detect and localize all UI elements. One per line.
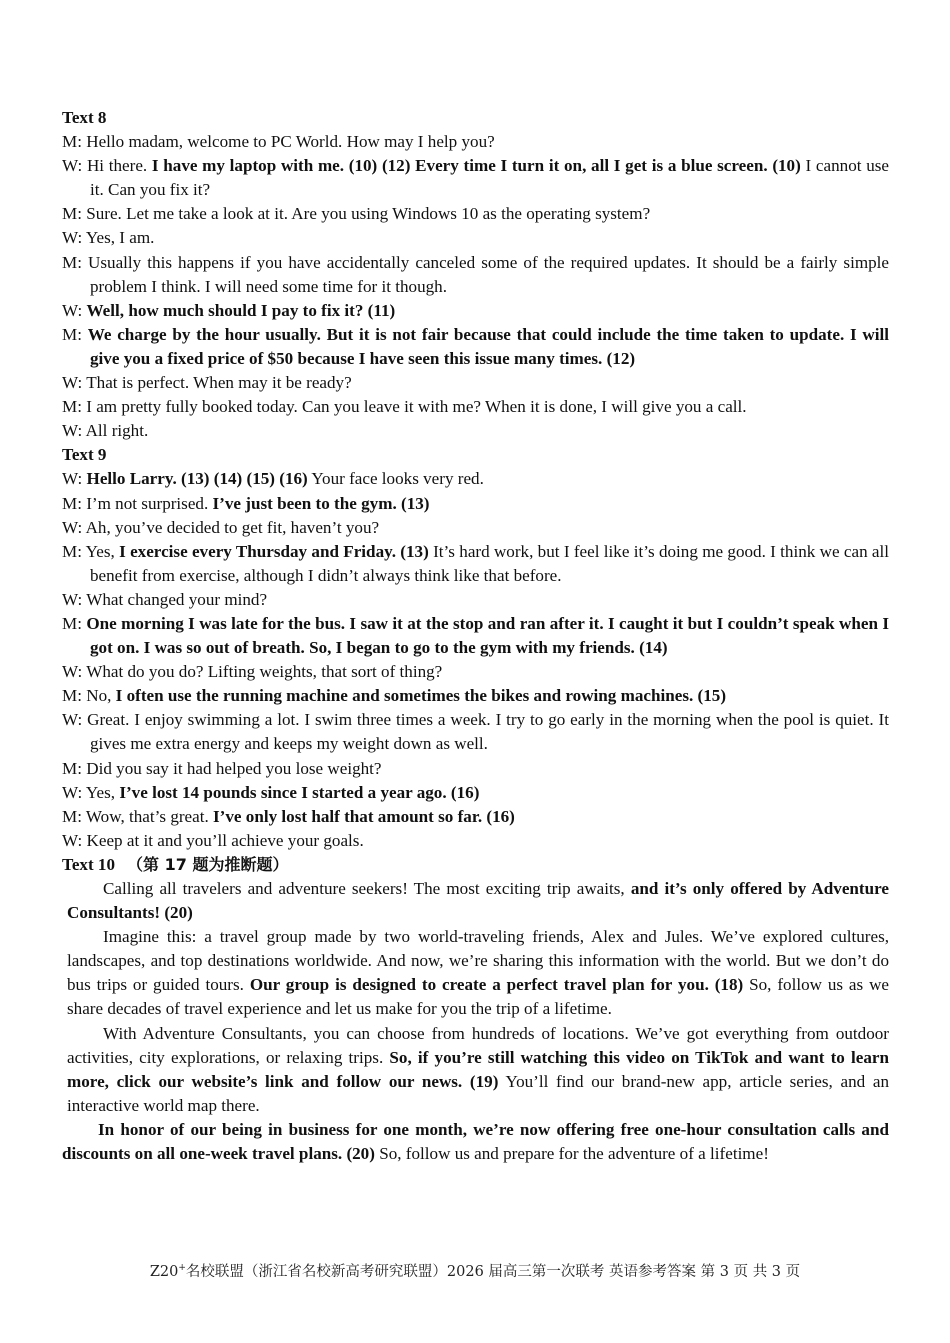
- dialogue-line: [62, 540, 889, 588]
- speaker-label: M:: [62, 541, 82, 561]
- speaker-label: M:: [62, 252, 82, 272]
- transcript-text: It’s hard work, but I feel like it’s doing me good. I think we can all benefit from exercise, although I didn’t always think like that before.: [90, 541, 890, 585]
- dialogue-line: [62, 660, 889, 684]
- answer-highlight: I exercise every Thursday and Friday. (13): [119, 541, 429, 561]
- answer-highlight: Our group is designed to create a perfect travel plan for you. (18): [249, 975, 744, 995]
- answer-highlight: I’ve lost 14 pounds since I started a year ago. (16): [119, 782, 480, 802]
- transcript-text: Yes,: [82, 782, 120, 802]
- answer-highlight: We charge by the hour usually. But it is not fair because that could include the time taken to update. I will give you a fixed price of $50 because I have seen this issue many times. (12): [87, 324, 889, 368]
- text10-monologue: [62, 877, 889, 1166]
- text8-dialogue: [62, 130, 889, 443]
- transcript-text: With Adventure Consultants, you can choose from hundreds of locations. We’ve got everything from outdoor activities, city explorations, or relaxing trips.: [67, 1023, 889, 1067]
- transcript-text: What do you do? Lifting weights, that sort of thing?: [82, 662, 443, 682]
- text8-heading: Text 8: [62, 108, 107, 127]
- text10-paragraph: [62, 1118, 889, 1166]
- transcript-text: Did you say it had helped you lose weight?: [81, 758, 382, 778]
- transcript-text: Ah, you’ve decided to get fit, haven’t you?: [82, 517, 380, 537]
- answer-highlight: I’ve only lost half that amount so far. (16): [213, 806, 515, 826]
- text10-paragraph: [62, 877, 889, 925]
- dialogue-line: [62, 251, 889, 299]
- transcript-text: Keep at it and you’ll achieve your goals.: [82, 830, 364, 850]
- transcript-text: I’m not surprised.: [81, 493, 213, 513]
- speaker-label: W:: [62, 300, 83, 320]
- speaker-label: W:: [62, 710, 83, 730]
- speaker-label: W:: [62, 662, 83, 682]
- answer-highlight: Well, how much should I pay to fix it? (11): [86, 300, 396, 320]
- speaker-label: W:: [62, 228, 83, 248]
- text9-dialogue: [62, 467, 889, 853]
- speaker-label: W:: [62, 421, 83, 441]
- speaker-label: W:: [62, 469, 83, 489]
- dialogue-line: [62, 467, 889, 491]
- speaker-label: M:: [62, 758, 82, 778]
- dialogue-line: [62, 588, 889, 612]
- speaker-label: M:: [62, 686, 82, 706]
- transcript-text: That is perfect. When may it be ready?: [82, 373, 352, 393]
- dialogue-line: [62, 323, 889, 371]
- speaker-label: M:: [62, 397, 82, 417]
- transcript-text: So, follow us as we share decades of travel experience and let us make for you the trip of a lifetime.: [67, 975, 889, 1019]
- transcript-text: Your face looks very red.: [307, 469, 484, 489]
- footer-prefix: Z20: [149, 1264, 179, 1280]
- dialogue-line: [62, 805, 889, 829]
- dialogue-line: [62, 202, 889, 226]
- text10-paragraph: [62, 1022, 889, 1118]
- speaker-label: W:: [62, 830, 83, 850]
- answer-highlight: and it’s only offered by Adventure Consultants! (20): [67, 879, 889, 923]
- speaker-label: W:: [62, 589, 83, 609]
- speaker-label: W:: [62, 373, 83, 393]
- transcript-text: All right.: [82, 421, 149, 441]
- page-footer: [0, 1260, 950, 1281]
- transcript-text: Imagine this: a travel group made by two world-traveling friends, Alex and Jules. We’ve explored cultures, landscapes, and top destinations worldwide. And now, we’re sharing this information with the world. But we don’t do bus trips or guided tours.: [67, 927, 889, 995]
- answer-highlight: One morning I was late for the bus. I saw it at the stop and ran after it. I caught it but I couldn’t speak when I got on. I was so out of breath. So, I began to go to the gym with my friends. (14): [86, 613, 889, 658]
- dialogue-line: [62, 130, 889, 154]
- transcript-text: Great. I enjoy swimming a lot. I swim three times a week. I try to go early in the morning when the pool is quiet. It gives me extra energy and keeps my weight down as well.: [82, 710, 889, 754]
- footer-text: 名校联盟（浙江省名校新高考研究联盟）2026 届高三第一次联考 英语参考答案 第 3 页 共 3 页: [185, 1264, 801, 1280]
- speaker-label: M:: [62, 132, 82, 152]
- dialogue-line: [62, 516, 889, 540]
- dialogue-line: [62, 299, 889, 323]
- speaker-label: W:: [62, 782, 83, 802]
- answer-highlight: I have my laptop with me. (10) (12) Every time I turn it on, all I get is a blue screen. (10): [151, 156, 801, 176]
- dialogue-line: [62, 684, 889, 708]
- speaker-label: W:: [62, 156, 83, 176]
- speaker-label: M:: [62, 613, 82, 633]
- dialogue-line: [62, 419, 889, 443]
- transcript-text: Usually this happens if you have accidentally canceled some of the required updates. It should be a fairly simple problem I think. I will need some time for it though.: [81, 252, 889, 296]
- answer-highlight: I often use the running machine and sometimes the bikes and rowing machines. (15): [115, 686, 727, 706]
- transcript-text: Wow, that’s great.: [81, 806, 214, 826]
- dialogue-line: [62, 708, 889, 756]
- text9-heading: Text 9: [62, 445, 107, 465]
- text10-title: Text 10: [62, 854, 116, 874]
- transcript-text: Hi there.: [82, 156, 152, 176]
- speaker-label: W:: [62, 517, 83, 537]
- text10-heading: [62, 853, 889, 877]
- dialogue-line: [62, 757, 889, 781]
- dialogue-line: [62, 612, 889, 660]
- transcript-content: [62, 106, 889, 1166]
- transcript-text: Calling all travelers and adventure seekers! The most exciting trip awaits,: [103, 879, 631, 898]
- transcript-text: Hello madam, welcome to PC World. How may I help you?: [81, 132, 495, 152]
- answer-highlight: So, if you’re still watching this video on TikTok and want to learn more, click our website’s link and follow our news. (19): [67, 1047, 889, 1091]
- footer-sup: +: [178, 1263, 186, 1274]
- transcript-text: I am pretty fully booked today. Can you leave it with me? When it is done, I will give you a call.: [81, 397, 747, 417]
- transcript-text: No,: [81, 686, 116, 706]
- text10-note: （第 17 题为推断题）: [127, 854, 289, 874]
- transcript-text: Yes, I am.: [82, 228, 155, 248]
- speaker-label: M:: [62, 324, 82, 344]
- dialogue-line: [62, 781, 889, 805]
- transcript-text: Sure. Let me take a look at it. Are you using Windows 10 as the operating system?: [81, 204, 651, 224]
- transcript-text: Yes,: [81, 541, 120, 561]
- dialogue-line: [62, 492, 889, 516]
- answer-highlight: I’ve just been to the gym. (13): [212, 493, 430, 513]
- speaker-label: M:: [62, 493, 82, 513]
- answer-highlight: Hello Larry. (13) (14) (15) (16): [86, 469, 308, 489]
- dialogue-line: [62, 395, 889, 419]
- transcript-text: What changed your mind?: [82, 589, 268, 609]
- dialogue-line: [62, 371, 889, 395]
- transcript-text: You’ll find our brand-new app, article series, and an interactive world map there.: [67, 1071, 889, 1115]
- dialogue-line: [62, 154, 889, 202]
- answer-highlight: In honor of our being in business for one month, we’re now offering free one-hour consultation calls and discounts on all one-week travel plans. (20): [62, 1119, 889, 1164]
- dialogue-line: [62, 829, 889, 853]
- text10-paragraph: [62, 925, 889, 1021]
- dialogue-line: [62, 226, 889, 250]
- transcript-text: So, follow us and prepare for the adventure of a lifetime!: [374, 1144, 769, 1164]
- transcript-text: I cannot use it. Can you fix it?: [90, 156, 889, 200]
- speaker-label: M:: [62, 204, 82, 224]
- speaker-label: M:: [62, 806, 82, 826]
